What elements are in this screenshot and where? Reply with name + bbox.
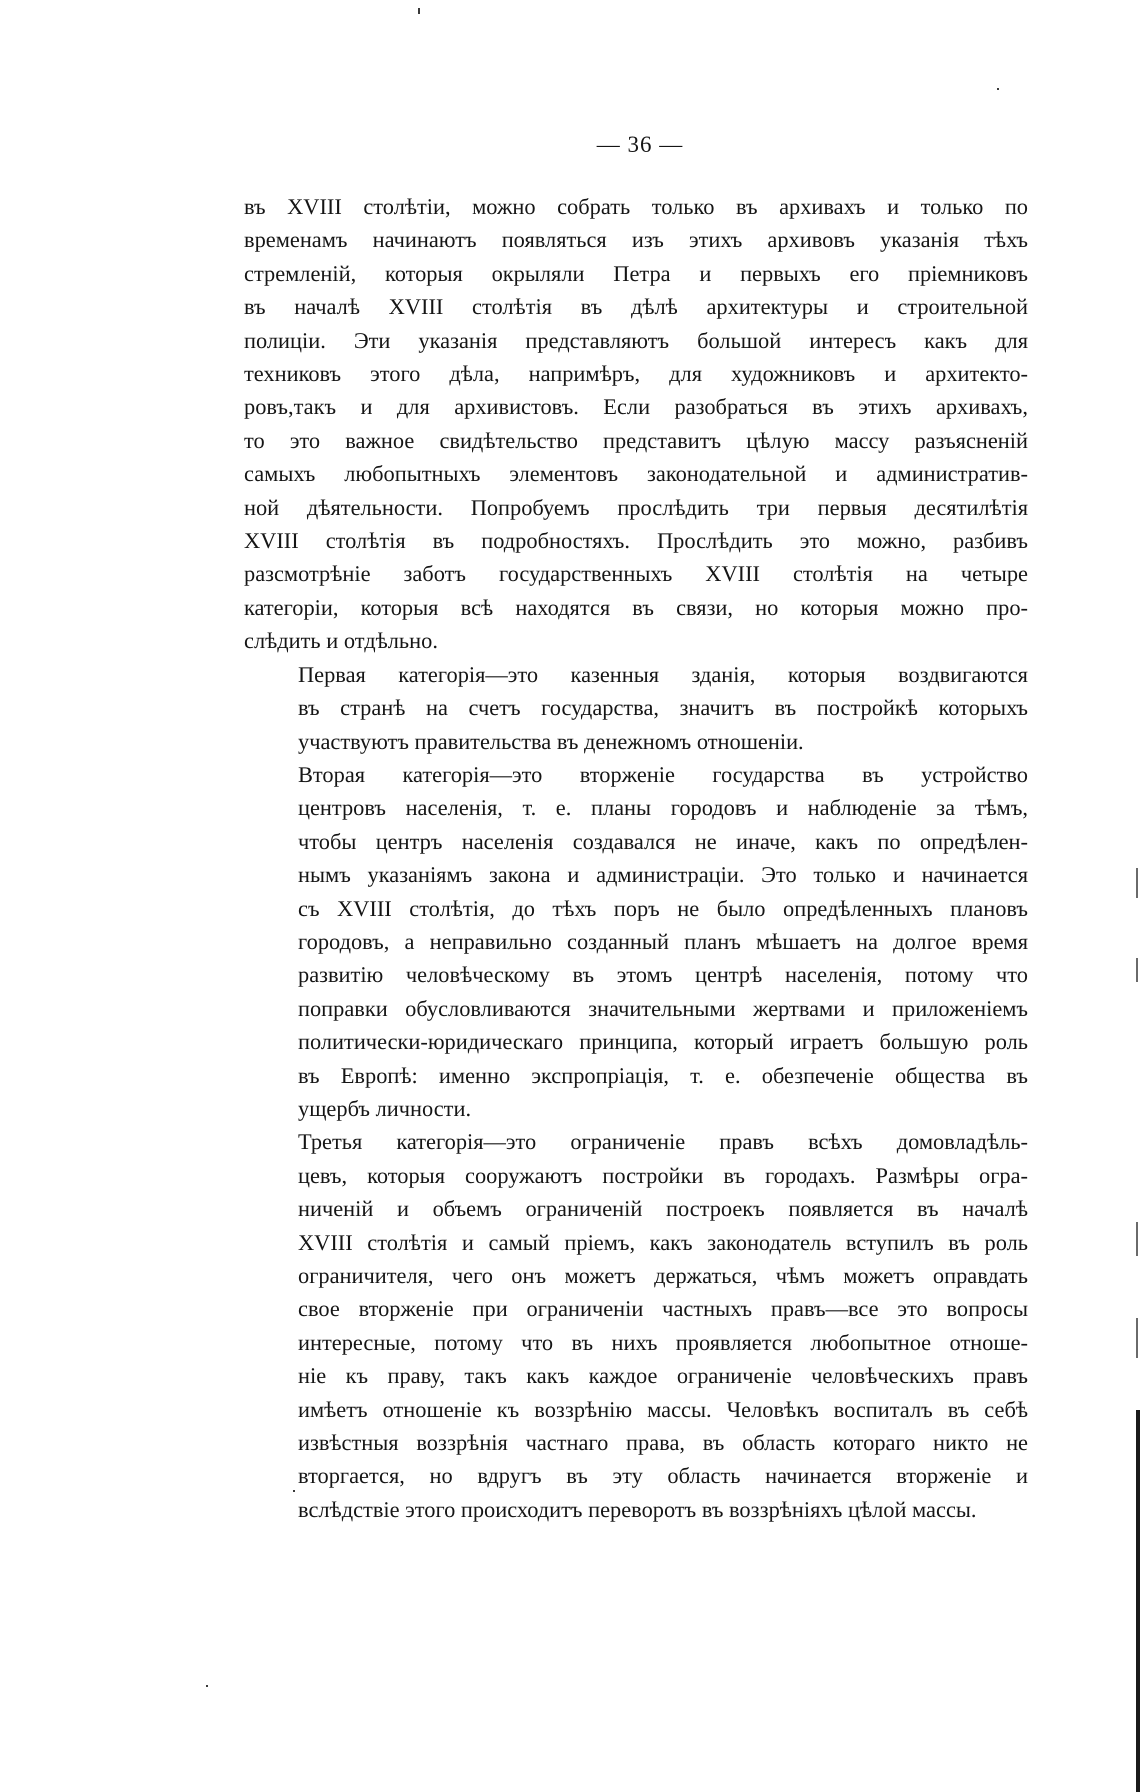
scan-edge-mark — [1136, 868, 1138, 898]
text-line: ніе къ праву, такъ какъ каждое ограниченіе человѣческихъ правъ — [298, 1363, 1028, 1389]
text-line: Первая категорія—это казенныя зданія, которыя воздвигаются — [298, 661, 1028, 687]
scan-edge-mark — [1136, 1222, 1138, 1256]
text-line: свое вторженіе при ограниченіи частныхъ правъ—все это вопросы — [298, 1296, 1028, 1322]
scan-speck — [206, 1685, 208, 1687]
text-line: участвуютъ правительства въ денежномъ отношеніи. — [298, 728, 804, 754]
text-line: въ началѣ XVIII столѣтія въ дѣлѣ архитектуры и строительной — [244, 294, 1028, 320]
text-line: политически-юридическаго принципа, который играетъ большую роль — [298, 1029, 1028, 1055]
text-line: Вторая категорія—это вторженіе государства въ устройство — [298, 761, 1028, 787]
text-line: нымъ указаніямъ закона и администраціи. Это только и начинается — [298, 862, 1028, 888]
body-text — [244, 190, 1028, 1526]
text-line: временамъ начинаютъ появляться изъ этихъ архивовъ указанія тѣхъ — [244, 227, 1028, 253]
scan-speck — [997, 88, 999, 90]
text-line: поправки обусловливаются значительными жертвами и приложеніемъ — [298, 995, 1028, 1021]
scan-edge-shadow — [1136, 1410, 1140, 1792]
text-line: городовъ, а неправильно созданный планъ мѣшаетъ на долгое время — [298, 928, 1028, 954]
scan-edge-mark — [1136, 1318, 1138, 1358]
paragraph — [244, 190, 1028, 658]
text-line: извѣстныя воззрѣнія частнаго права, въ область котораго никто не — [298, 1430, 1028, 1456]
scan-speck — [418, 8, 420, 14]
text-line: въ XVIII столѣтіи, можно собрать только въ архивахъ и только по — [244, 194, 1028, 219]
text-line: ровъ,такъ и для архивистовъ. Если разобраться въ этихъ архивахъ, — [244, 394, 1028, 420]
text-line: въ Европѣ: именно экспропріація, т. е. обезпеченіе общества въ — [298, 1062, 1028, 1088]
text-line: XVIII столѣтія въ подробностяхъ. Прослѣдить это можно, разбивъ — [244, 528, 1028, 554]
text-line: слѣдить и отдѣльно. — [244, 628, 438, 654]
text-line: съ XVIII столѣтія, до тѣхъ поръ не было опредѣленныхъ плановъ — [298, 895, 1028, 921]
text-line: ниченій и объемъ ограниченій построекъ появляется въ началѣ — [298, 1196, 1028, 1222]
text-line: въ странѣ на счетъ государства, значитъ въ постройкѣ которыхъ — [298, 695, 1028, 721]
text-line: категоріи, которыя всѣ находятся въ связи, но которыя можно про- — [244, 594, 1028, 620]
text-line: цевъ, которыя сооружаютъ постройки въ городахъ. Размѣры огра- — [298, 1162, 1028, 1188]
text-line: то это важное свидѣтельство представитъ цѣлую массу разъясненій — [244, 427, 1028, 453]
text-line: развитію человѣческому въ этомъ центрѣ населенія, потому что — [298, 962, 1028, 988]
text-line: вторгается, но вдругъ въ эту область начинается вторженіе и — [298, 1463, 1028, 1489]
scan-edge-mark — [1136, 958, 1138, 982]
text-line: интересные, потому что въ нихъ проявляется любопытное отноше- — [298, 1329, 1028, 1355]
paragraph — [244, 658, 1028, 758]
text-line: ущербъ личности. — [298, 1095, 472, 1121]
text-line: XVIII столѣтія и самый пріемъ, какъ законодатель вступилъ въ роль — [298, 1229, 1028, 1255]
paragraph — [244, 1125, 1028, 1526]
text-line: имѣетъ отношеніе къ воззрѣнію массы. Человѣкъ воспиталъ въ себѣ — [298, 1396, 1028, 1422]
text-line: техниковъ этого дѣла, напримѣръ, для художниковъ и архитекто- — [244, 361, 1028, 387]
text-line: центровъ населенія, т. е. планы городовъ и наблюденіе за тѣмъ, — [298, 795, 1028, 821]
text-line: ограничителя, чего онъ можетъ держаться, чѣмъ можетъ оправдать — [298, 1263, 1028, 1288]
text-line: полиціи. Эти указанія представляютъ большой интересъ какъ для — [244, 327, 1028, 353]
text-line: вслѣдствіе этого происходитъ переворотъ въ воззрѣніяхъ цѣлой массы. — [298, 1496, 977, 1522]
text-line: стремленій, которыя окрыляли Петра и первыхъ его пріемниковъ — [244, 260, 1028, 286]
text-line: Третья категорія—это ограниченіе правъ всѣхъ домовладѣль- — [298, 1129, 1028, 1155]
text-line: самыхъ любопытныхъ элементовъ законодательной и административ- — [244, 461, 1028, 487]
scan-speck — [293, 1490, 295, 1492]
text-line: разсмотрѣніе заботъ государственныхъ XVIII столѣтія на четыре — [244, 561, 1028, 587]
text-line: ной дѣятельности. Попробуемъ прослѣдить три первыя десятилѣтія — [244, 494, 1028, 520]
page-number: — 36 — — [596, 132, 684, 157]
paragraph — [244, 758, 1028, 1125]
text-line: чтобы центръ населенія создавался не иначе, какъ по опредѣлен- — [298, 828, 1028, 854]
